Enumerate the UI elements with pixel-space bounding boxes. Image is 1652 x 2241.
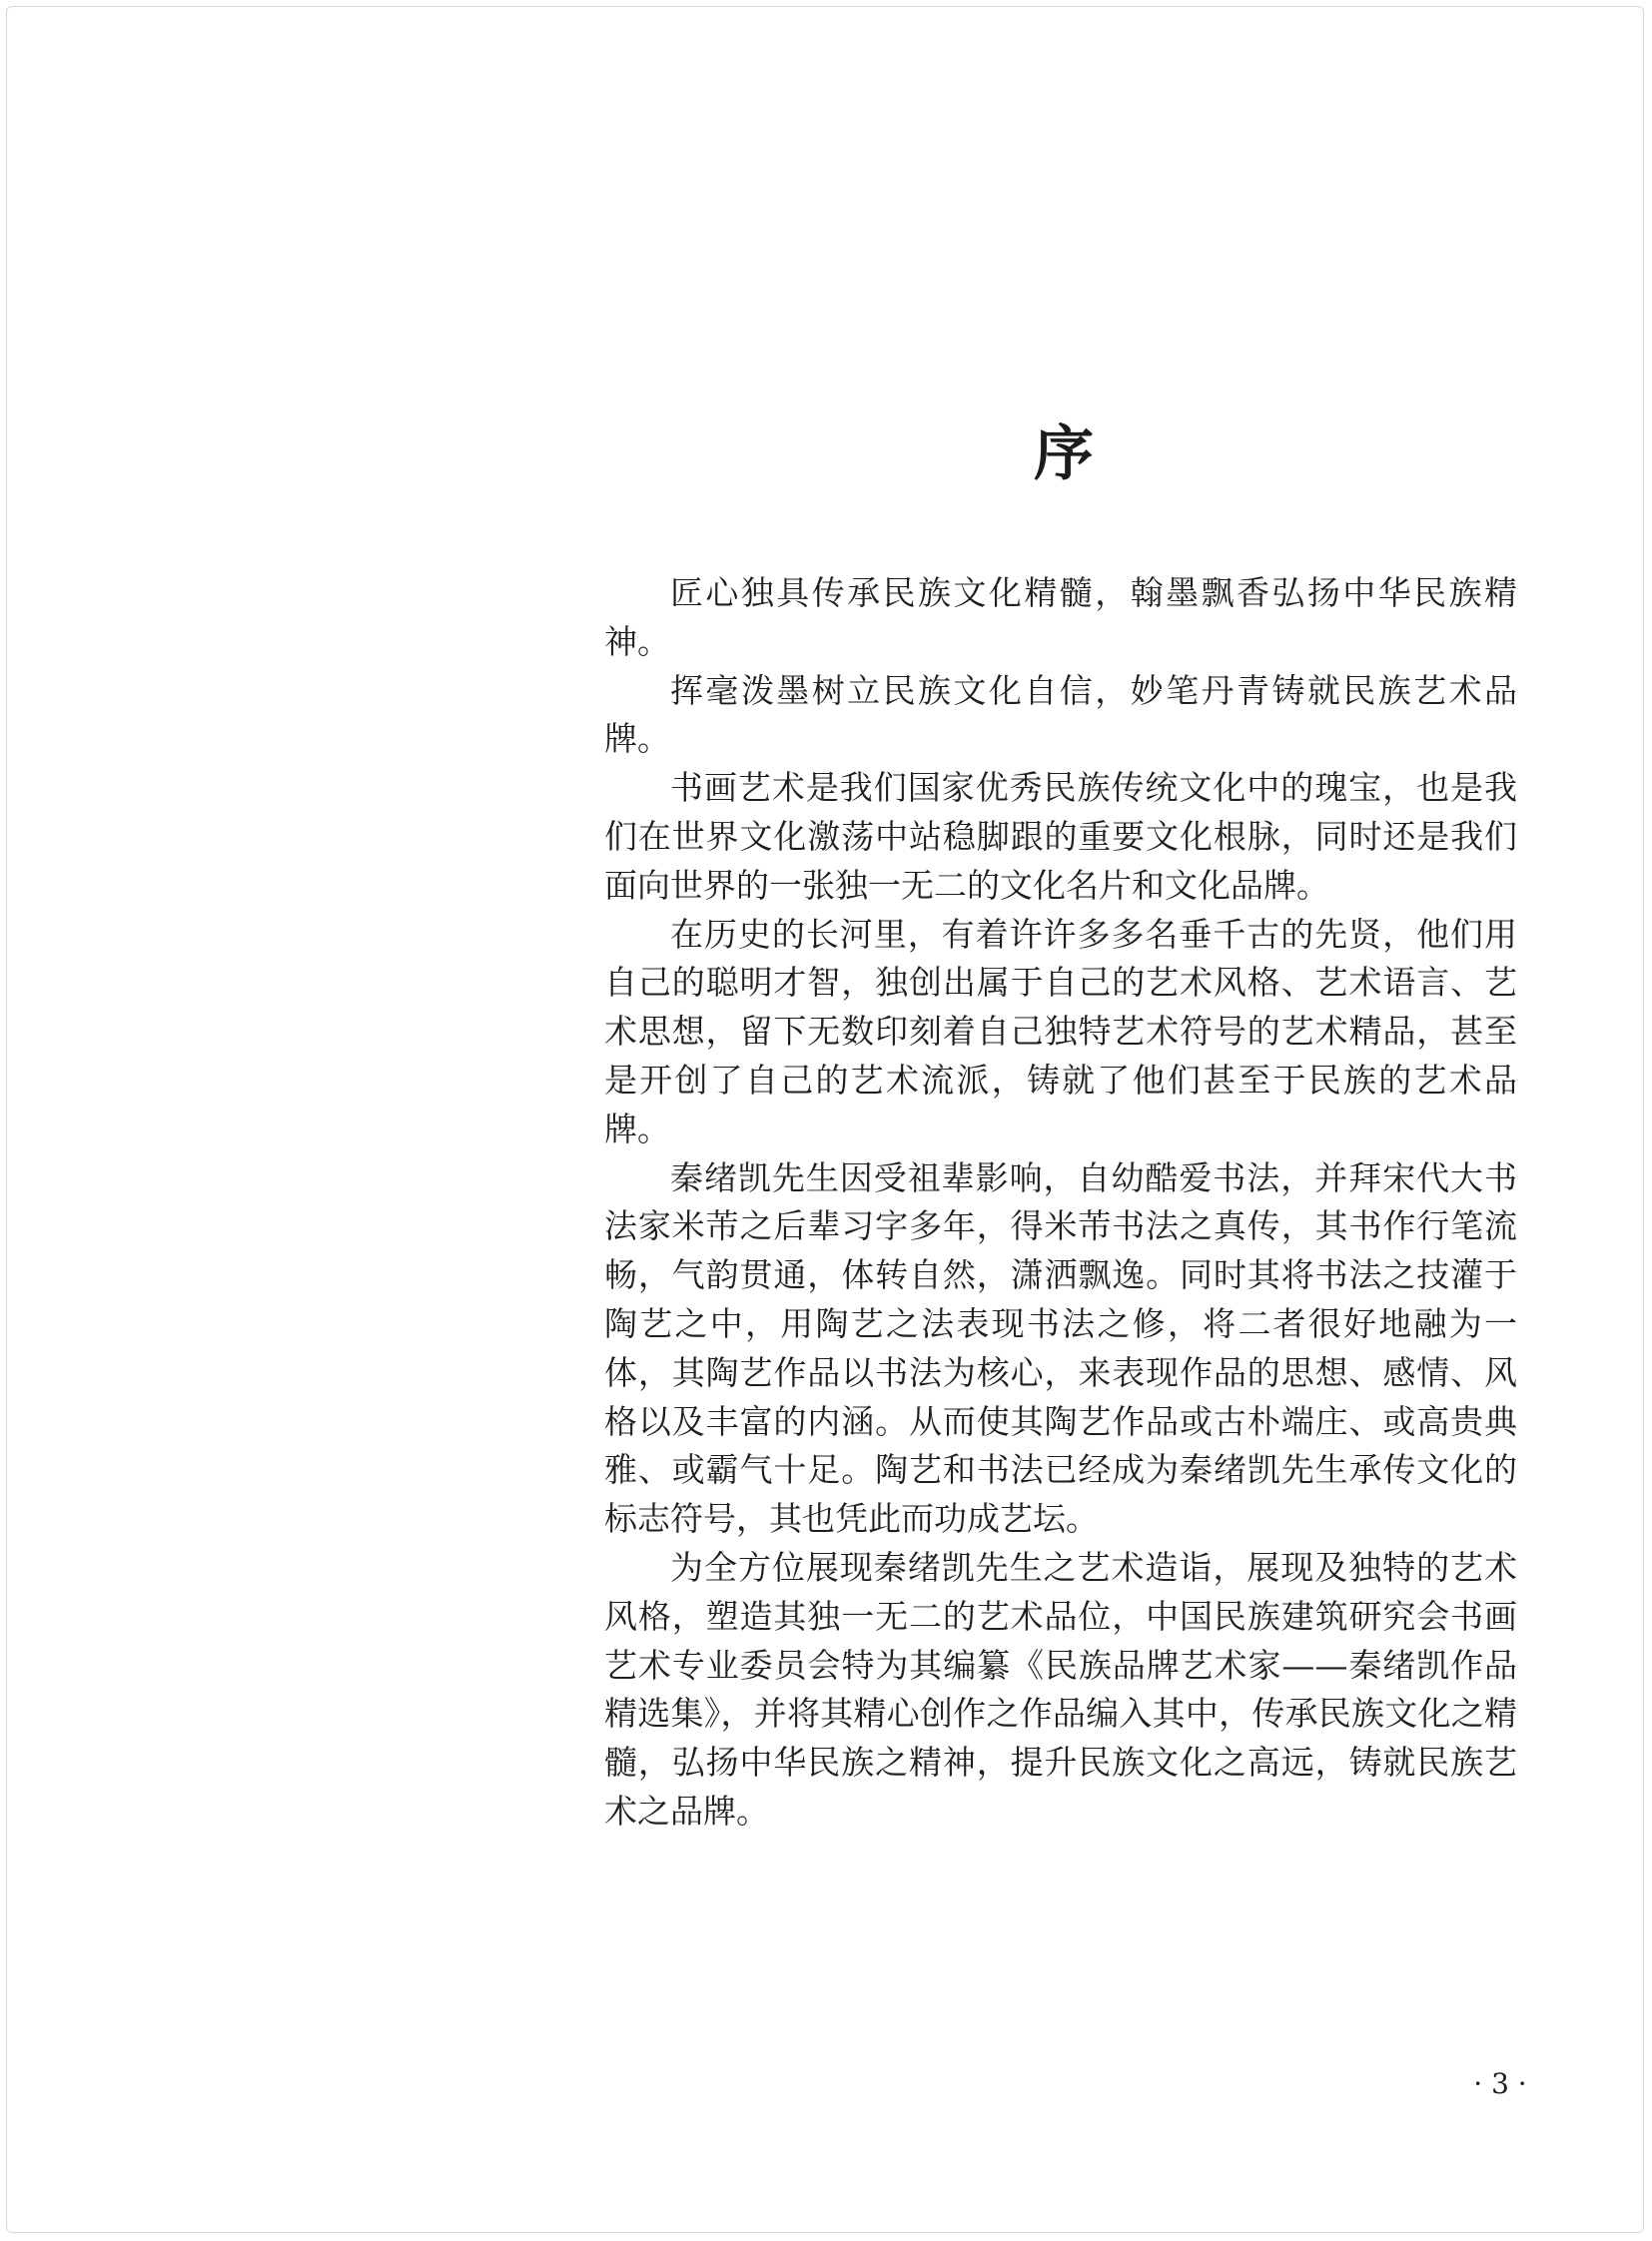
page-number: · 3 · — [1473, 2067, 1527, 2100]
page-frame — [6, 6, 1644, 2233]
paragraph-2: 挥毫泼墨树立民族文化自信，妙笔丹青铸就民族艺术品牌。 — [604, 670, 1517, 759]
paragraph-5: 秦绪凯先生因受祖辈影响，自幼酷爱书法，并拜宋代大书法家米芾之后辈习字多年，得米芾书法之真传，其书作行笔流畅，气韵贯通，体转自然，潇洒飘逸。同时其将书法之技灌于陶艺之中，用陶艺之法表现书法之修，将二者很好地融为一体，其陶艺作品以书法为核心，来表现作品的思想、感情、风格以及丰富的内涵。从而使其陶艺作品或古朴端庄、或高贵典雅、或霸气十足。陶艺和书法已经成为秦绪凯先生承传文化的标志符号，其也凭此而功成艺坛。 — [604, 1157, 1517, 1539]
paragraph-6: 为全方位展现秦绪凯先生之艺术造诣，展现及独特的艺术风格，塑造其独一无二的艺术品位，中国民族建筑研究会书画艺术专业委员会特为其编纂《民族品牌艺术家——秦绪凯作品精选集》，并将其精心创作之作品编入其中，传承民族文化之精髓，弘扬中华民族之精神，提升民族文化之高远，铸就民族艺术之品牌。 — [604, 1547, 1517, 1831]
page-title: 序 — [1034, 419, 1094, 489]
paragraph-4: 在历史的长河里，有着许许多多名垂千古的先贤，他们用自己的聪明才智，独创出属于自己的艺术风格、艺术语言、艺术思想，留下无数印刻着自己独特艺术符号的艺术精品，甚至是开创了自己的艺术流派，铸就了他们甚至于民族的艺术品牌。 — [604, 914, 1517, 1148]
paragraph-1: 匠心独具传承民族文化精髓，翰墨飘香弘扬中华民族精神。 — [604, 573, 1517, 661]
body-text — [604, 569, 1517, 1837]
paragraph-3: 书画艺术是我们国家优秀民族传统文化中的瑰宝，也是我们在世界文化激荡中站稳脚跟的重要文化根脉，同时还是我们面向世界的一张独一无二的文化名片和文化品牌。 — [604, 768, 1517, 905]
